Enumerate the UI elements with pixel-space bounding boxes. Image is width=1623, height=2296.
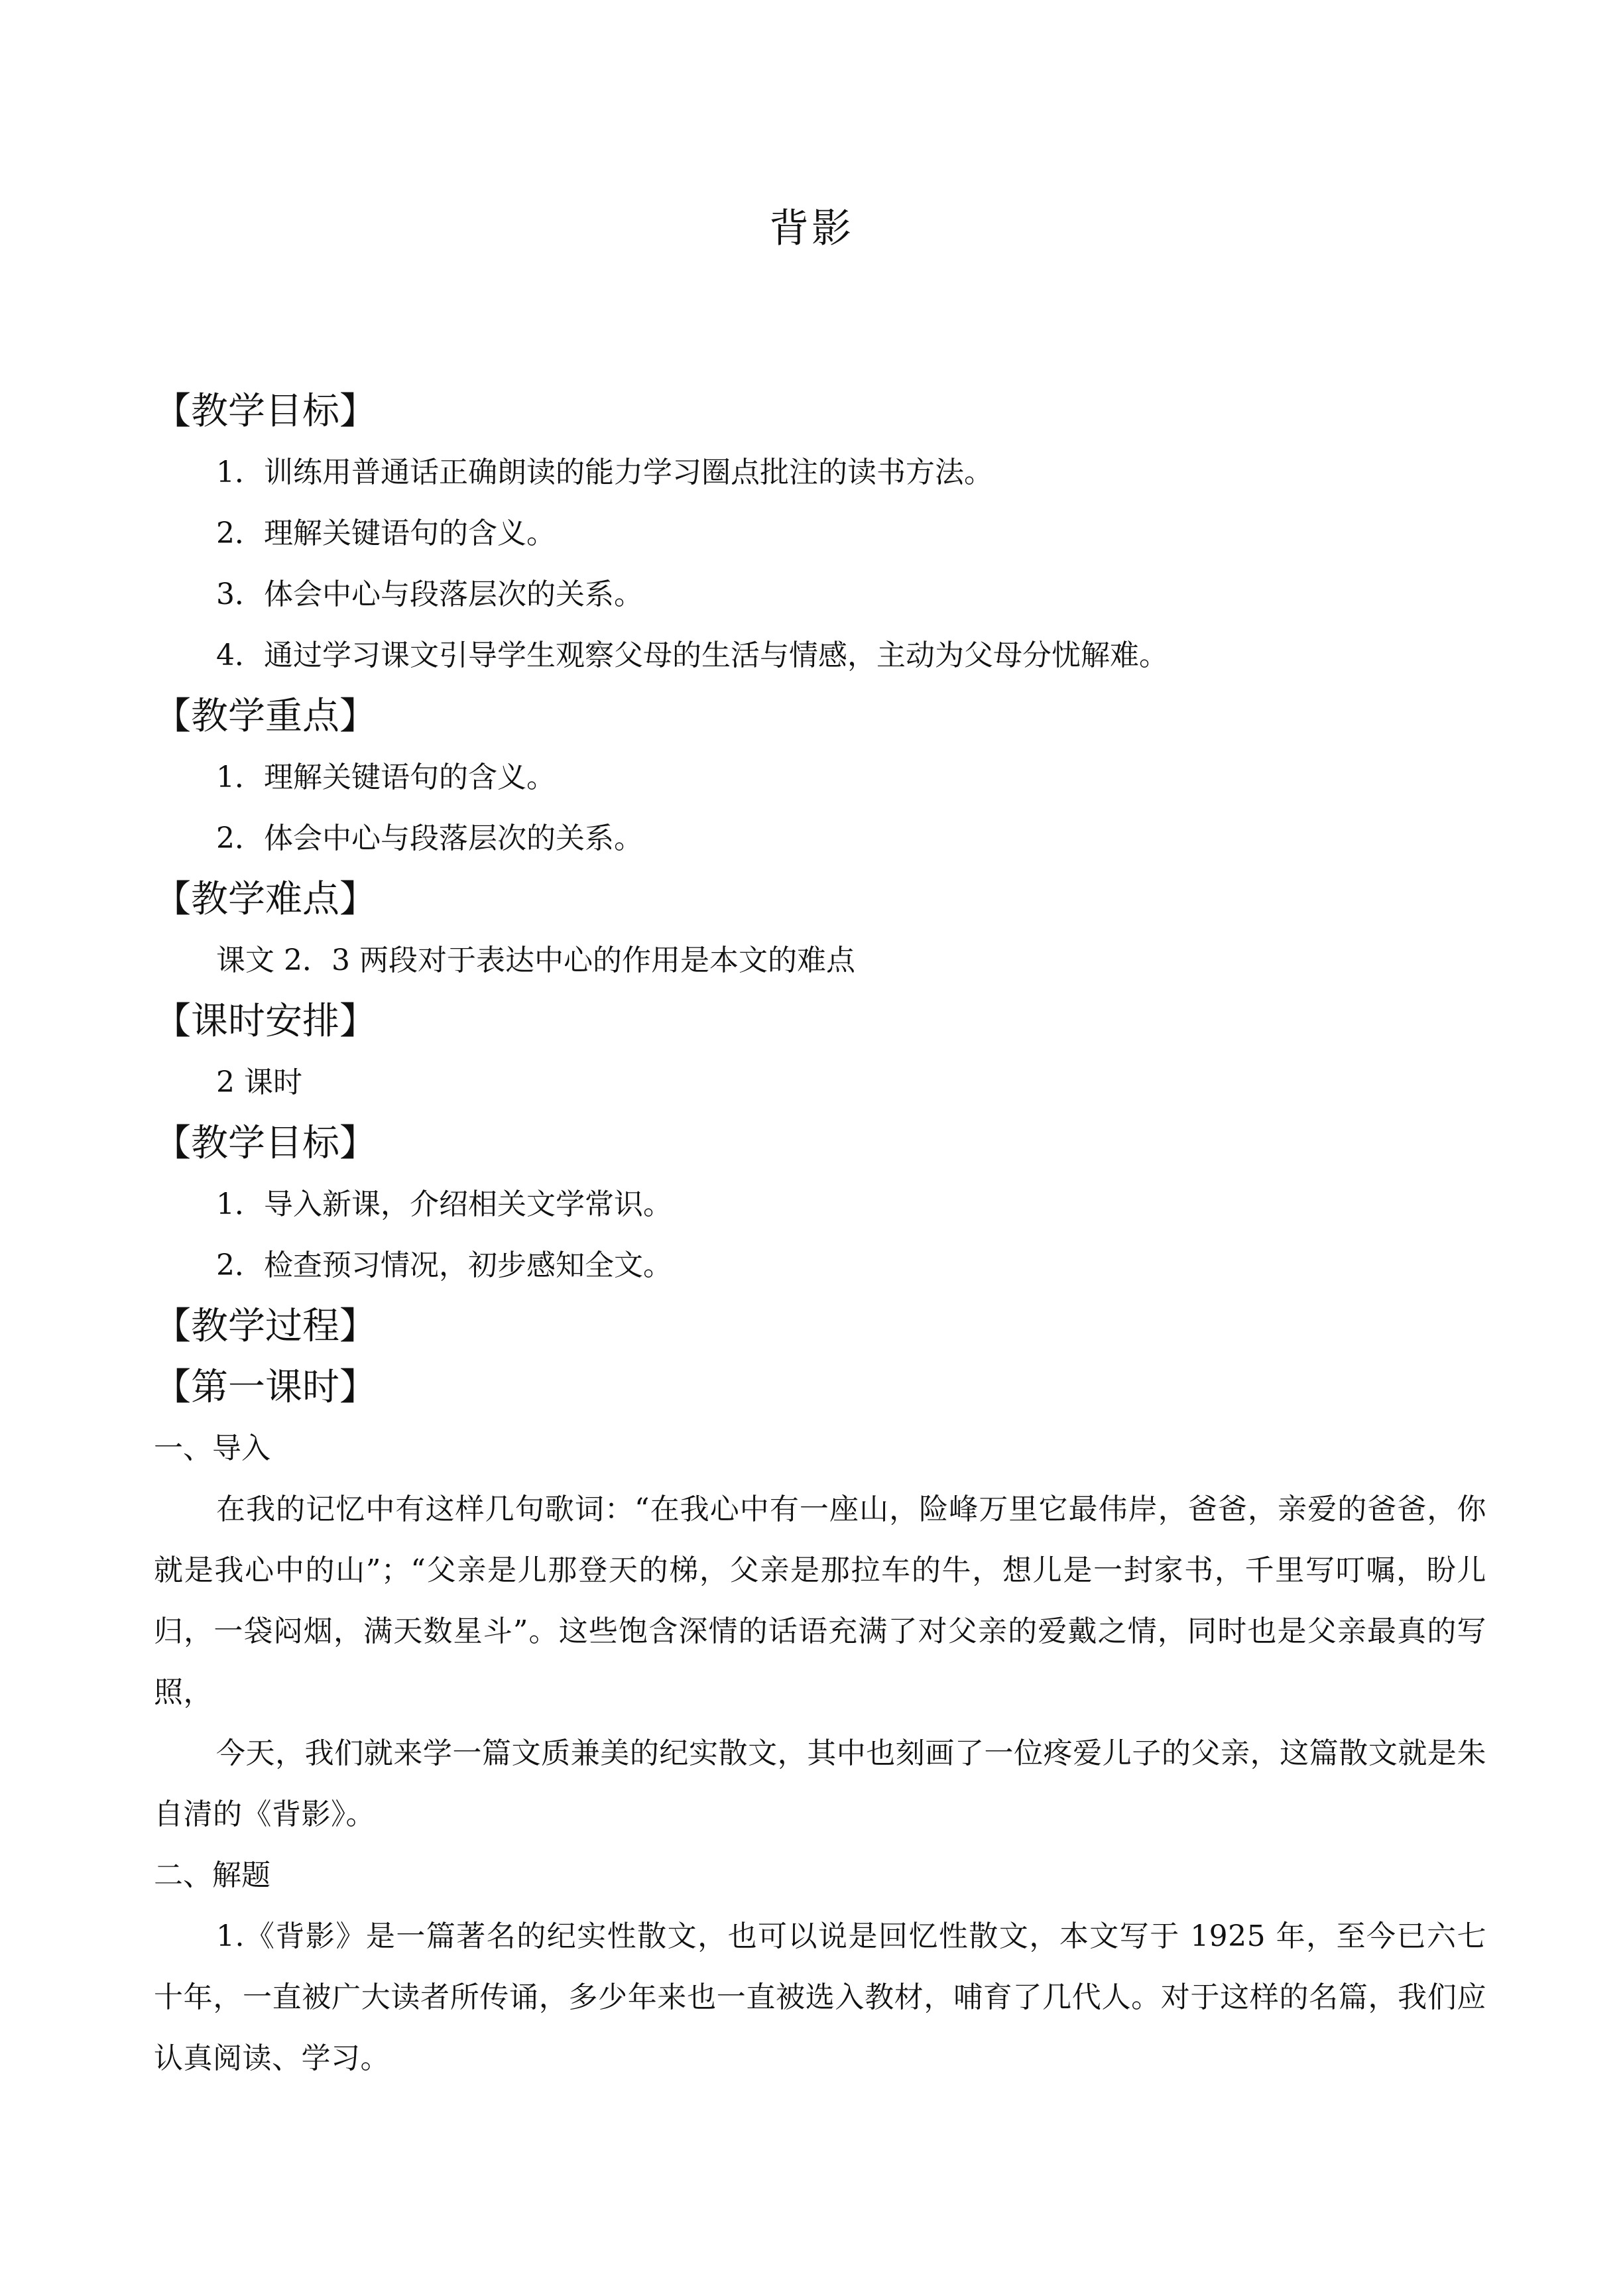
difficulty-text: 课文 2．3 两段对于表达中心的作用是本文的难点 bbox=[216, 943, 855, 977]
section-heading-objectives: 【教学目标】 bbox=[154, 390, 377, 433]
document-title: 背影 bbox=[769, 206, 854, 252]
paragraph: 在我的记忆中有这样几句歌词：“在我心中有一座山，险峰万里它最伟岸，爸爸，亲爱的爸爸，你就是我心中的山”；“父亲是儿那登天的梯，父亲是那拉车的牛，想儿是一封家书，千里写叮嘱，盼儿归，一袋闷烟，满天数星斗”。这些饱含深情的话语充满了对父亲的爱戴之情，同时也是父亲最真的写照， bbox=[154, 1492, 1486, 1709]
section-heading-key-points: 【教学重点】 bbox=[154, 695, 377, 738]
subheading-explain: 二、解题 bbox=[154, 1858, 270, 1892]
section-heading-objectives-2: 【教学目标】 bbox=[154, 1122, 377, 1165]
schedule-text: 2 课时 bbox=[216, 1065, 302, 1099]
section-heading-schedule: 【课时安排】 bbox=[154, 1000, 377, 1043]
objective-item: 1．导入新课，介绍相关文学常识。 bbox=[216, 1187, 672, 1221]
objective-item: 3．体会中心与段落层次的关系。 bbox=[216, 577, 643, 611]
objective-item: 2．检查预习情况，初步感知全文。 bbox=[216, 1248, 672, 1282]
subheading-intro: 一、导入 bbox=[154, 1431, 270, 1465]
section-heading-difficulties: 【教学难点】 bbox=[154, 878, 377, 921]
section-heading-process: 【教学过程】 bbox=[154, 1305, 377, 1348]
objective-item: 1．训练用普通话正确朗读的能力学习圈点批注的读书方法。 bbox=[216, 455, 993, 489]
objective-item: 2．理解关键语句的含义。 bbox=[216, 516, 556, 550]
key-point-item: 2．体会中心与段落层次的关系。 bbox=[216, 821, 643, 855]
objective-item: 4．通过学习课文引导学生观察父母的生活与情感，主动为父母分忧解难。 bbox=[216, 638, 1168, 672]
document-body bbox=[154, 381, 1486, 2089]
paragraph: 1.《背影》是一篇著名的纪实性散文，也可以说是回忆性散文，本文写于 1925 年，至今已六七十年，一直被广大读者所传诵，多少年来也一直被选入教材，哺育了几代人。对于这样的名篇，我们应认真阅读、学习。 bbox=[154, 1919, 1486, 2075]
key-point-item: 1．理解关键语句的含义。 bbox=[216, 760, 556, 794]
paragraph: 今天，我们就来学一篇文质兼美的纪实散文，其中也刻画了一位疼爱儿子的父亲，这篇散文就是朱自清的《背影》。 bbox=[154, 1736, 1486, 1831]
section-heading-first-lesson: 【第一课时】 bbox=[154, 1366, 377, 1409]
